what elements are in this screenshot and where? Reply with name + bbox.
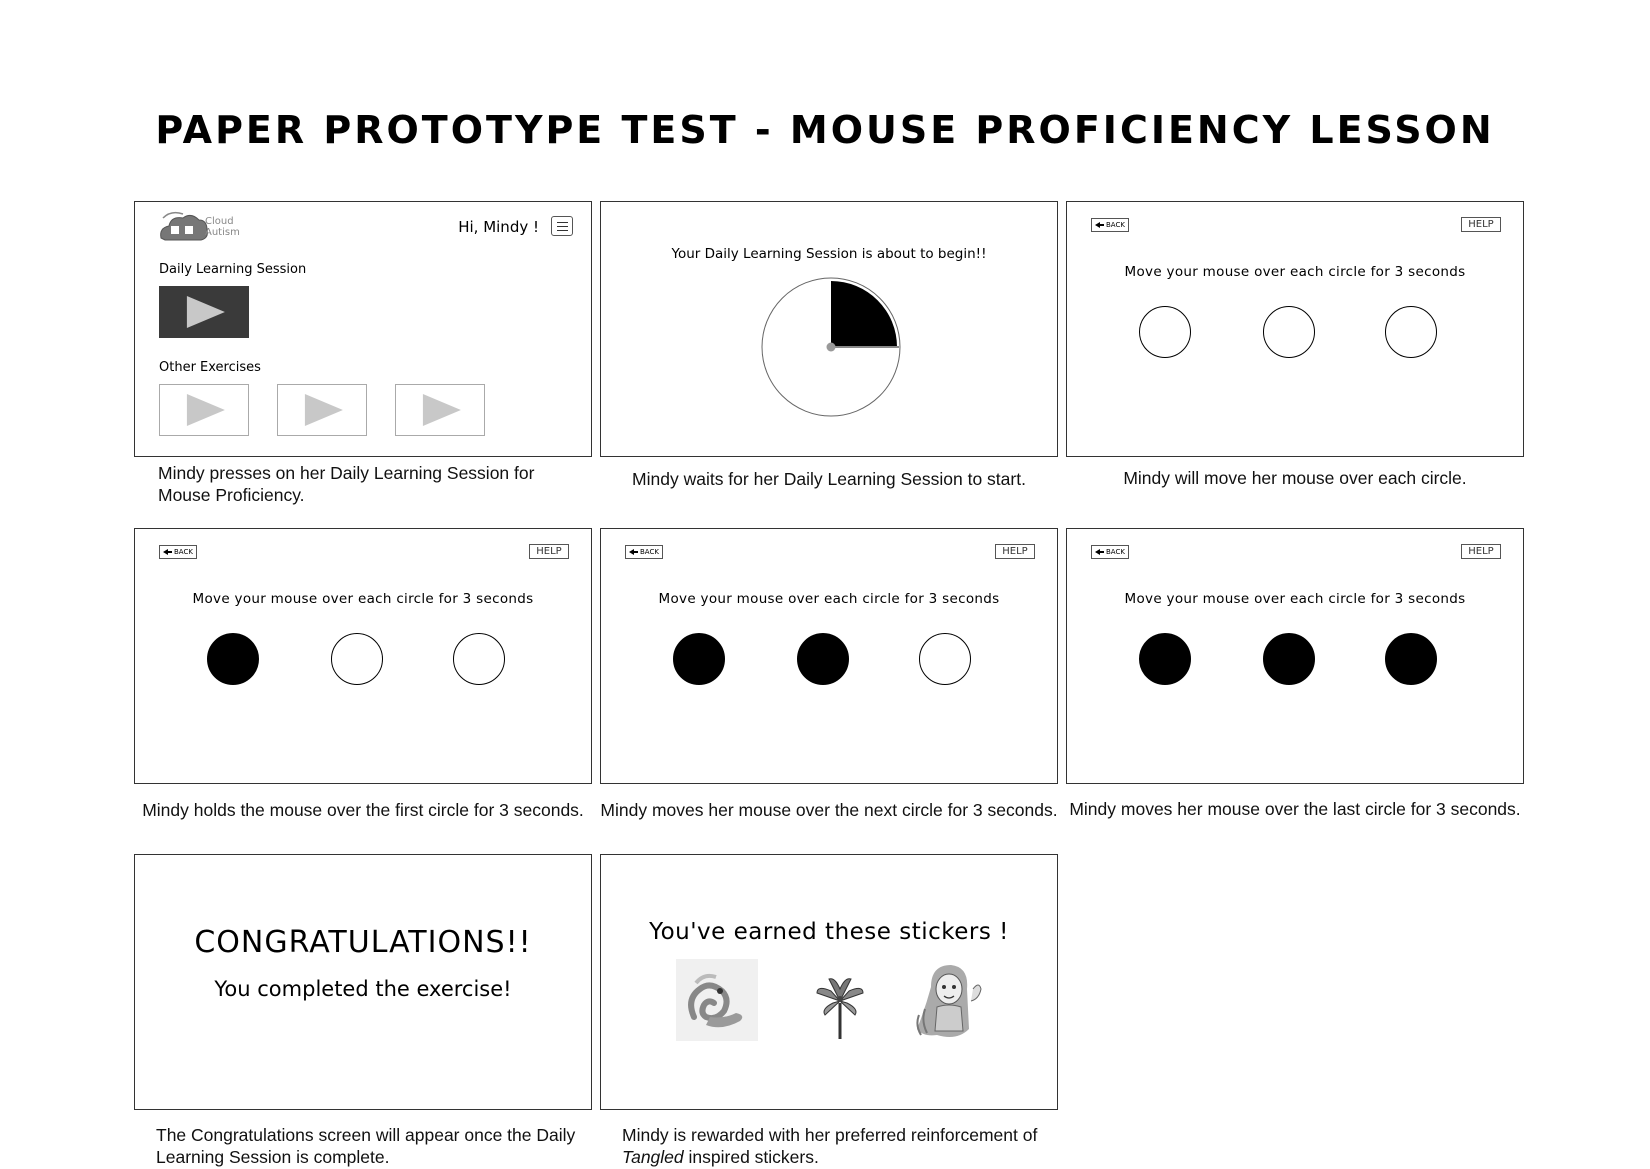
exercise-screen-second-circle-frame bbox=[600, 528, 1058, 784]
play-icon bbox=[187, 296, 225, 328]
target-circle-2[interactable] bbox=[1263, 306, 1315, 358]
logo-text-cloud: Cloud bbox=[205, 216, 234, 227]
exercise-screen-start-frame bbox=[1066, 201, 1524, 457]
caption-panel-8 bbox=[622, 1124, 1052, 1168]
chameleon-sticker-icon bbox=[676, 959, 758, 1041]
rapunzel-sticker-icon bbox=[907, 959, 989, 1041]
caption-panel-6: Mindy moves her mouse over the last circle for 3 seconds. bbox=[1069, 799, 1521, 819]
exercise-thumbnail-3[interactable] bbox=[395, 384, 485, 436]
caption-panel-4: Mindy holds the mouse over the first circle for 3 seconds. bbox=[142, 800, 584, 820]
daily-session-video-button[interactable] bbox=[159, 286, 249, 338]
exercise-thumbnail-1[interactable] bbox=[159, 384, 249, 436]
help-button[interactable]: HELP bbox=[1461, 217, 1501, 232]
page-title: PAPER PROTOTYPE TEST - MOUSE PROFICIENCY LESSON bbox=[155, 108, 1495, 152]
back-arrow-icon bbox=[1095, 549, 1100, 555]
session-about-to-begin-text: Your Daily Learning Session is about to begin!! bbox=[671, 246, 987, 262]
instruction-text: Move your mouse over each circle for 3 seconds bbox=[192, 591, 534, 607]
congratulations-heading: CONGRATULATIONS!! bbox=[194, 925, 532, 960]
back-arrow-icon bbox=[163, 549, 168, 555]
back-button-label: BACK bbox=[640, 548, 659, 556]
back-button[interactable] bbox=[1091, 218, 1129, 232]
congratulations-screen-frame bbox=[134, 854, 592, 1110]
menu-button[interactable] bbox=[551, 216, 573, 236]
caption-panel-8-italic: Tangled bbox=[622, 1147, 684, 1167]
help-button[interactable]: HELP bbox=[1461, 544, 1501, 559]
back-button-label: BACK bbox=[1106, 548, 1125, 556]
exercise-screen-last-circle-frame bbox=[1066, 528, 1524, 784]
target-circle-3[interactable] bbox=[1385, 306, 1437, 358]
menu-icon-line bbox=[557, 230, 568, 231]
menu-icon-line bbox=[557, 226, 568, 227]
countdown-screen-frame bbox=[600, 201, 1058, 457]
caption-panel-5: Mindy moves her mouse over the next circle for 3 seconds. bbox=[600, 800, 1058, 820]
back-button-label: BACK bbox=[1106, 221, 1125, 229]
home-screen-frame bbox=[134, 201, 592, 457]
logo-text-autism: Autism bbox=[205, 227, 240, 238]
target-circle-2[interactable] bbox=[1263, 633, 1315, 685]
target-circle-2[interactable] bbox=[797, 633, 849, 685]
exercise-completed-text: You completed the exercise! bbox=[214, 977, 512, 1001]
stickers-heading: You've earned these stickers ! bbox=[649, 919, 1009, 945]
exercise-screen-first-circle-frame bbox=[134, 528, 592, 784]
instruction-text: Move your mouse over each circle for 3 seconds bbox=[658, 591, 1000, 607]
caption-panel-2: Mindy waits for her Daily Learning Session to start. bbox=[632, 469, 1026, 489]
target-circle-3[interactable] bbox=[919, 633, 971, 685]
greeting-text: Hi, Mindy ! bbox=[458, 218, 539, 236]
help-button[interactable]: HELP bbox=[529, 544, 569, 559]
daily-session-label: Daily Learning Session bbox=[159, 262, 307, 277]
target-circle-1[interactable] bbox=[1139, 633, 1191, 685]
target-circle-1[interactable] bbox=[673, 633, 725, 685]
play-icon bbox=[423, 394, 461, 426]
caption-panel-8-text-end: inspired stickers. bbox=[688, 1147, 819, 1167]
back-arrow-icon bbox=[629, 549, 634, 555]
back-button[interactable] bbox=[625, 545, 663, 559]
caption-panel-7: The Congratulations screen will appear once the Daily Learning Session is complete. bbox=[156, 1125, 576, 1167]
flower-sticker-icon bbox=[799, 959, 881, 1041]
instruction-text: Move your mouse over each circle for 3 seconds bbox=[1124, 591, 1466, 607]
target-circle-1[interactable] bbox=[1139, 306, 1191, 358]
target-circle-3[interactable] bbox=[1385, 633, 1437, 685]
target-circle-2[interactable] bbox=[331, 633, 383, 685]
instruction-text: Move your mouse over each circle for 3 seconds bbox=[1124, 264, 1466, 280]
countdown-elapsed-wedge bbox=[831, 281, 897, 347]
countdown-timer-icon bbox=[761, 277, 901, 417]
target-circle-3[interactable] bbox=[453, 633, 505, 685]
back-button[interactable] bbox=[159, 545, 197, 559]
caption-panel-3: Mindy will move her mouse over each circle. bbox=[1123, 468, 1467, 488]
back-button-label: BACK bbox=[174, 548, 193, 556]
exercise-thumbnail-2[interactable] bbox=[277, 384, 367, 436]
stickers-screen-frame bbox=[600, 854, 1058, 1110]
back-button[interactable] bbox=[1091, 545, 1129, 559]
caption-panel-8-text: Mindy is rewarded with her preferred reinforcement of bbox=[622, 1125, 1038, 1145]
play-icon bbox=[187, 394, 225, 426]
menu-icon-line bbox=[557, 222, 568, 223]
help-button[interactable]: HELP bbox=[995, 544, 1035, 559]
play-icon bbox=[305, 394, 343, 426]
other-exercises-label: Other Exercises bbox=[159, 360, 261, 375]
logo-text bbox=[205, 216, 240, 238]
caption-panel-1: Mindy presses on her Daily Learning Session for Mouse Proficiency. bbox=[158, 463, 535, 505]
target-circle-1[interactable] bbox=[207, 633, 259, 685]
back-arrow-icon bbox=[1095, 222, 1100, 228]
